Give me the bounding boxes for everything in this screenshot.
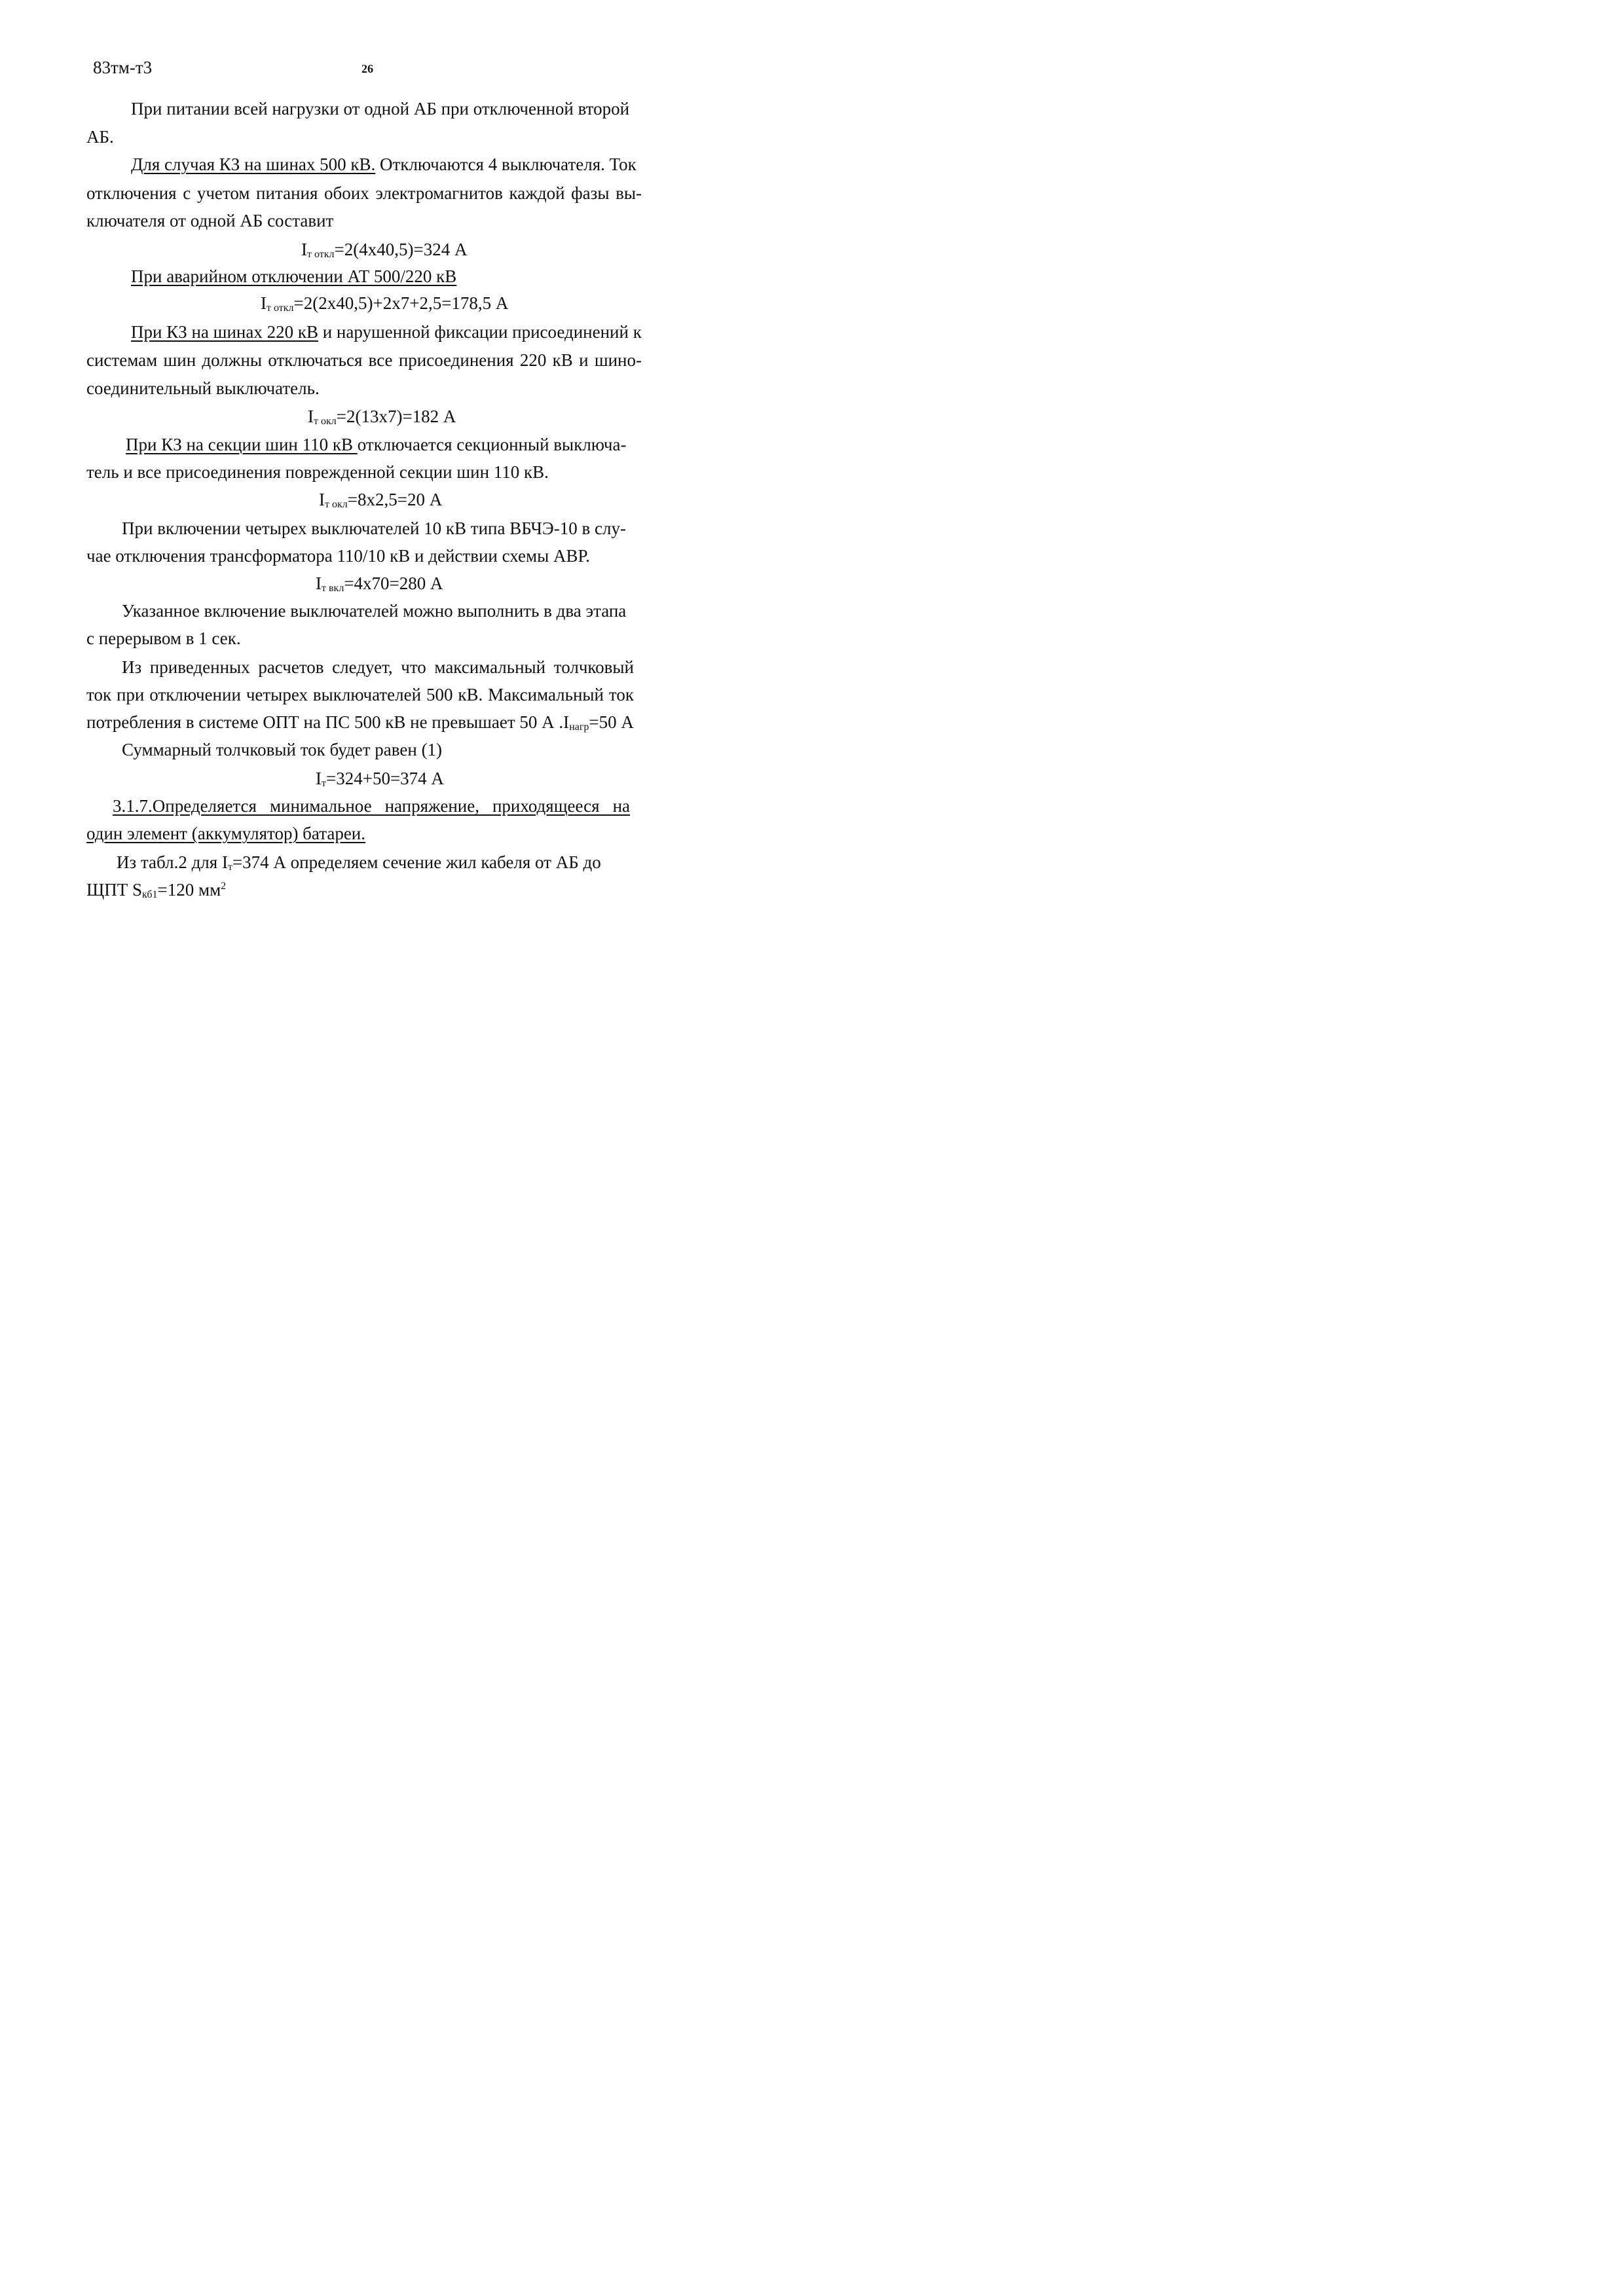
paragraph-line: При КЗ на секции шин 110 кВ отключается секционный выключа-: [126, 435, 627, 454]
formula: Iт вкл=4х70=280 А: [316, 574, 443, 594]
paragraph-line: При КЗ на шинах 220 кВ и нарушенной фиксации присоединений к: [131, 322, 642, 342]
paragraph-line: ЩПТ Sкб1=120 $мм^2$: [86, 880, 227, 900]
underlined-heading: Для случая КЗ на шинах 500 кВ.: [131, 155, 376, 174]
paragraph-line: Суммарный толчковый ток будет равен (1): [122, 740, 443, 759]
paragraph-line: ток при отключении четырех выключателей 500 кВ. Максимальный ток: [86, 685, 634, 704]
paragraph-line: ключателя от одной АБ составит: [86, 211, 334, 230]
paragraph-line: чае отключения трансформатора 110/10 кВ и действии схемы АВР.: [86, 546, 590, 566]
paragraph-line: с перерывом в 1 сек.: [86, 629, 241, 648]
paragraph-line: При питании всей нагрузки от одной АБ при отключенной второй: [131, 99, 630, 118]
formula: Iт окл=2(13х7)=182 А: [308, 407, 456, 427]
underlined-heading: При аварийном отключении АТ 500/220 кВ: [131, 266, 457, 286]
formula: Iт окл=8х2,5=20 А: [319, 490, 443, 510]
underlined-heading: При КЗ на секции шин 110 кВ: [126, 435, 358, 454]
paragraph-line: [131, 265, 456, 287]
paragraph-line: Из приведенных расчетов следует, что максимальный толчковый: [122, 657, 634, 677]
page-number: 26: [361, 62, 373, 75]
section-heading: один элемент (аккумулятор) батареи.: [86, 824, 366, 843]
formula: Iт откл=2(4х40,5)=324 А: [301, 240, 468, 260]
paragraph-line: При включении четырех выключателей 10 кВ типа ВБЧЭ-10 в слу-: [122, 519, 626, 538]
section-heading: 3.1.7.Определяется минимальное напряжение, приходящееся на: [113, 796, 630, 816]
paragraph-line: тель и все присоединения поврежденной секции шин 110 кВ.: [86, 462, 549, 482]
paragraph-line: Указанное включение выключателей можно выполнить в два этапа: [122, 601, 627, 621]
paragraph-line: системам шин должны отключаться все присоединения 220 кВ и шино-: [86, 350, 642, 370]
paragraph-line: соединительный выключатель.: [86, 378, 320, 398]
paragraph-line: АБ.: [86, 127, 114, 147]
paragraph-line: Из табл.2 для Iт=374 А определяем сечение жил кабеля от АБ до: [117, 852, 601, 873]
paragraph-line: отключения с учетом питания обоих электромагнитов каждой фазы вы-: [86, 183, 642, 203]
paragraph-line: Для случая КЗ на шинах 500 кВ. Отключаются 4 выключателя. Ток: [131, 155, 637, 174]
paragraph-line: потребления в системе ОПТ на ПС 500 кВ не превышает 50 А .Iнагр=50 А: [86, 712, 634, 733]
document-code: 83тм-т3: [93, 58, 153, 77]
formula: Iт откл=2(2х40,5)+2х7+2,5=178,5 А: [261, 293, 509, 314]
document-page: [0, 0, 720, 1018]
formula: Iт=324+50=374 А: [316, 769, 444, 789]
underlined-heading: При КЗ на шинах 220 кВ: [131, 322, 318, 342]
